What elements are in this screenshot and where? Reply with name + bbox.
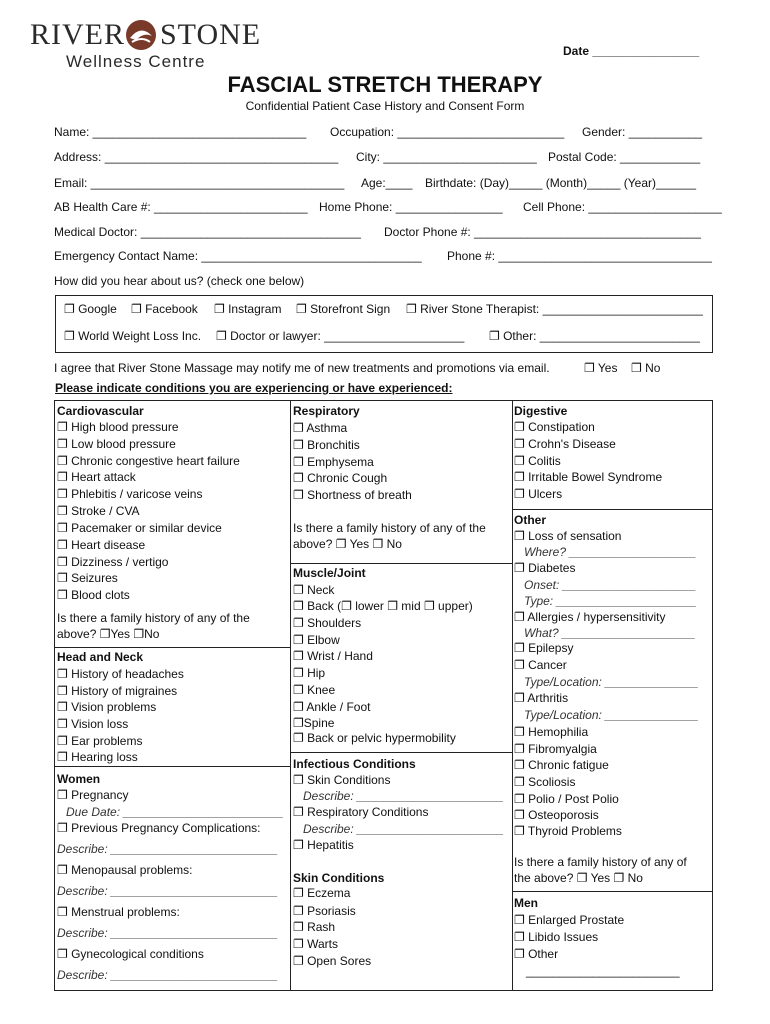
row-divider	[290, 752, 512, 753]
checkbox-item[interactable]: ❐ Thyroid Problems	[514, 824, 622, 838]
checkbox-item[interactable]: ❐ Loss of sensation	[514, 529, 622, 543]
checkbox-item[interactable]: ❐ Enlarged Prostate	[514, 913, 625, 927]
hear-about-us-label: How did you hear about us? (check one below)	[54, 274, 305, 288]
other-heading: Other	[514, 513, 547, 527]
date-field[interactable]: Date ________________	[563, 44, 700, 58]
checkbox-item[interactable]: ❐ Hip	[293, 666, 326, 680]
email-consent-text: I agree that River Stone Massage may notify me of new treatments and promotions via email.	[54, 361, 550, 375]
occupation-field[interactable]: Occupation: _________________________	[330, 125, 565, 139]
checkbox-item[interactable]: ❐ Scoliosis	[514, 775, 576, 789]
checkbox-item[interactable]: ❐ Respiratory Conditions	[293, 805, 429, 819]
age-field[interactable]: Age:____	[361, 176, 413, 190]
row-divider	[54, 766, 290, 767]
address-field[interactable]: Address: ___________________________________	[54, 150, 339, 164]
checkbox-item[interactable]: ❐ Shoulders	[293, 616, 362, 630]
checkbox-item[interactable]: ❐ Seizures	[57, 571, 118, 585]
option-other[interactable]: ❐ Other: ________________________	[489, 329, 700, 343]
checkbox-item[interactable]: ❐ Previous Pregnancy Complications:	[57, 821, 261, 835]
checkbox-item[interactable]: ❐ Chronic Cough	[293, 471, 388, 485]
type-location-field[interactable]: Type/Location: ______________	[524, 675, 699, 689]
checkbox-item[interactable]: ❐ Skin Conditions	[293, 773, 391, 787]
checkbox-item[interactable]: ❐ Heart attack	[57, 470, 136, 484]
checkbox-item[interactable]: ❐ Osteoporosis	[514, 808, 599, 822]
city-field[interactable]: City: _______________________	[356, 150, 537, 164]
describe-field[interactable]: Describe: ______________________	[303, 789, 504, 803]
head-neck-heading: Head and Neck	[57, 650, 144, 664]
cardiovascular-heading: Cardiovascular	[57, 404, 144, 418]
due-date-field[interactable]: Due Date: ________________________	[66, 805, 284, 819]
health-care-field[interactable]: AB Health Care #: _______________________	[54, 200, 308, 214]
describe-field[interactable]: Describe: _________________________	[57, 926, 278, 940]
checkbox-item[interactable]: ❐ Dizziness / vertigo	[57, 555, 169, 569]
checkbox-item[interactable]: ❐ Vision loss	[57, 717, 129, 731]
checkbox-item[interactable]: ❐ Menopausal problems:	[57, 863, 193, 877]
checkbox-item[interactable]: ❐ Open Sores	[293, 954, 372, 968]
type-field[interactable]: Type: _____________________	[524, 594, 697, 608]
describe-field[interactable]: Describe: _________________________	[57, 884, 278, 898]
emergency-phone-field[interactable]: Phone #: ________________________________	[447, 249, 712, 263]
checkbox-item[interactable]: ❐ Fibromyalgia	[514, 742, 597, 756]
describe-field[interactable]: Describe: ______________________	[303, 822, 504, 836]
email-field[interactable]: Email: ______________________________________	[54, 176, 345, 190]
checkbox-item[interactable]: ❐ Libido Issues	[514, 930, 599, 944]
row-divider	[54, 647, 290, 648]
checkbox-item[interactable]: ❐ Vision problems	[57, 700, 157, 714]
what-field[interactable]: What? ____________________	[524, 626, 696, 640]
skin-conditions-heading: Skin Conditions	[293, 871, 385, 885]
option-storefront[interactable]: ❐ Storefront Sign	[296, 302, 391, 316]
respiratory-heading: Respiratory	[293, 404, 360, 418]
option-facebook[interactable]: ❐ Facebook	[131, 302, 198, 316]
consent-yes-checkbox[interactable]: ❐ Yes	[584, 361, 618, 375]
checkbox-item[interactable]: ❐ Polio / Post Polio	[514, 792, 619, 806]
checkbox-item[interactable]: ❐ Allergies / hypersensitivity	[514, 610, 666, 624]
other-describe-field[interactable]: _______________________	[526, 964, 680, 978]
checkbox-item[interactable]: ❐ Elbow	[293, 633, 340, 647]
checkbox-item[interactable]: ❐ Emphysema	[293, 455, 374, 469]
checkbox-item[interactable]: ❐ Chronic fatigue	[514, 758, 609, 772]
checkbox-item[interactable]: ❐ Ankle / Foot	[293, 700, 371, 714]
checkbox-item[interactable]: ❐ Low blood pressure	[57, 437, 176, 451]
checkbox-item[interactable]: ❐ Eczema	[293, 886, 351, 900]
women-heading: Women	[57, 772, 101, 786]
form-title: FASCIAL STRETCH THERAPY	[227, 72, 543, 97]
checkbox-item[interactable]: ❐ Arthritis	[514, 691, 569, 705]
gender-field[interactable]: Gender: ___________	[582, 125, 703, 139]
checkbox-item[interactable]: ❐ Heart disease	[57, 538, 146, 552]
home-phone-field[interactable]: Home Phone: ________________	[319, 200, 503, 214]
checkbox-item[interactable]: ❐ Pacemaker or similar device	[57, 521, 222, 535]
checkbox-item[interactable]: ❐ Phlebitis / varicose veins	[57, 487, 203, 501]
option-world-weight-loss[interactable]: ❐ World Weight Loss Inc.	[64, 329, 202, 343]
where-field[interactable]: Where? ___________________	[524, 545, 697, 559]
checkbox-item[interactable]: ❐ Menstrual problems:	[57, 905, 180, 919]
checkbox-item[interactable]: ❐ Psoriasis	[293, 904, 356, 918]
checkbox-item[interactable]: ❐ Stroke / CVA	[57, 504, 140, 518]
row-divider	[290, 563, 512, 564]
family-history-text: Is there a family history of any of	[514, 855, 687, 869]
birthdate-field[interactable]: Birthdate: (Day)_____ (Month)_____ (Year)______	[425, 176, 697, 190]
checkbox-item[interactable]: ❐ Back or pelvic hypermobility	[293, 731, 456, 745]
option-google[interactable]: ❐ Google	[64, 302, 117, 316]
logo-subtitle: Wellness Centre	[66, 52, 206, 71]
checkbox-item[interactable]: ❐ Diabetes	[514, 561, 576, 575]
row-divider	[512, 891, 713, 892]
checkbox-item[interactable]: ❐ Wrist / Hand	[293, 649, 373, 663]
infectious-heading: Infectious Conditions	[293, 757, 416, 771]
family-history-text: Is there a family history of any of the	[293, 521, 486, 535]
checkbox-item[interactable]: ❐ History of migraines	[57, 684, 178, 698]
checkbox-item[interactable]: ❐ Shortness of breath	[293, 488, 412, 502]
checkbox-item[interactable]: ❐ Irritable Bowel Syndrome	[514, 470, 663, 484]
doctor-phone-field[interactable]: Doctor Phone #: __________________________________	[384, 225, 701, 239]
checkbox-item[interactable]: ❐ Bronchitis	[293, 438, 360, 452]
checkbox-item[interactable]: ❐ Constipation	[514, 420, 595, 434]
checkbox-item[interactable]: ❐Spine	[293, 716, 335, 730]
onset-field[interactable]: Onset: ____________________	[524, 578, 697, 592]
postal-code-field[interactable]: Postal Code: ____________	[548, 150, 701, 164]
row-divider	[512, 509, 713, 510]
checkbox-item[interactable]: ❐ Hemophilia	[514, 725, 589, 739]
type-location-field[interactable]: Type/Location: ______________	[524, 708, 699, 722]
checkbox-item[interactable]: ❐ Asthma	[293, 421, 348, 435]
medical-doctor-field[interactable]: Medical Doctor: _________________________________	[54, 225, 361, 239]
column-divider-2	[512, 400, 513, 991]
family-history-checkbox[interactable]: the above? ❐ Yes ❐ No	[514, 871, 643, 885]
option-instagram[interactable]: ❐ Instagram	[214, 302, 282, 316]
checkbox-item[interactable]: ❐ Pregnancy	[57, 788, 129, 802]
family-history-text: Is there a family history of any of the	[57, 611, 250, 625]
option-doctor-lawyer[interactable]: ❐ Doctor or lawyer: _____________________	[216, 329, 465, 343]
checkbox-item[interactable]: ❐ Warts	[293, 937, 338, 951]
muscle-joint-heading: Muscle/Joint	[293, 566, 366, 580]
men-heading: Men	[514, 896, 538, 910]
checkbox-item[interactable]: ❐ Gynecological conditions	[57, 947, 204, 961]
option-therapist[interactable]: ❐ River Stone Therapist: ________________________	[406, 302, 703, 316]
checkbox-item[interactable]: ❐ Ear problems	[57, 734, 143, 748]
name-field[interactable]: Name: ________________________________	[54, 125, 307, 139]
checkbox-item[interactable]: ❐ Hearing loss	[57, 750, 138, 764]
emergency-contact-field[interactable]: Emergency Contact Name: _________________________________	[54, 249, 422, 263]
checkbox-item[interactable]: ❐ Chronic congestive heart failure	[57, 454, 240, 468]
checkbox-item[interactable]: ❐ Ulcers	[514, 487, 563, 501]
checkbox-item[interactable]: ❐ High blood pressure	[57, 420, 179, 434]
checkbox-item[interactable]: ❐ Crohn's Disease	[514, 437, 616, 451]
checkbox-item[interactable]: ❐ Knee	[293, 683, 336, 697]
checkbox-item[interactable]: ❐ Blood clots	[57, 588, 130, 602]
checkbox-item[interactable]: ❐ Neck	[293, 583, 335, 597]
family-history-checkbox[interactable]: above? ❐ Yes ❐ No	[293, 537, 402, 551]
checkbox-item[interactable]: ❐ Colitis	[514, 454, 561, 468]
checkbox-item[interactable]: ❐ Rash	[293, 920, 336, 934]
cell-phone-field[interactable]: Cell Phone: ____________________	[523, 200, 722, 214]
describe-field[interactable]: Describe: _________________________	[57, 968, 278, 982]
logo-text-river: RIVER	[30, 18, 125, 51]
checkbox-item[interactable]: ❐ History of headaches	[57, 667, 184, 681]
checkbox-item[interactable]: ❐ Epilepsy	[514, 641, 574, 655]
describe-field[interactable]: Describe: _________________________	[57, 842, 278, 856]
logo-stone-icon	[122, 18, 160, 52]
logo-text-stone: STONE	[160, 18, 262, 51]
checkbox-item[interactable]: ❐ Other	[514, 947, 559, 961]
form-subtitle: Confidential Patient Case History and Consent Form	[245, 99, 525, 113]
family-history-checkbox[interactable]: above? ❐Yes ❐No	[57, 627, 160, 641]
checkbox-item[interactable]: ❐ Back (❐ lower ❐ mid ❐ upper)	[293, 599, 473, 613]
consent-no-checkbox[interactable]: ❐ No	[631, 361, 661, 375]
checkbox-item[interactable]: ❐ Hepatitis	[293, 838, 354, 852]
checkbox-item[interactable]: ❐ Cancer	[514, 658, 567, 672]
column-divider-1	[290, 400, 291, 991]
digestive-heading: Digestive	[514, 404, 568, 418]
conditions-heading: Please indicate conditions you are experiencing or have experienced:	[55, 381, 453, 395]
